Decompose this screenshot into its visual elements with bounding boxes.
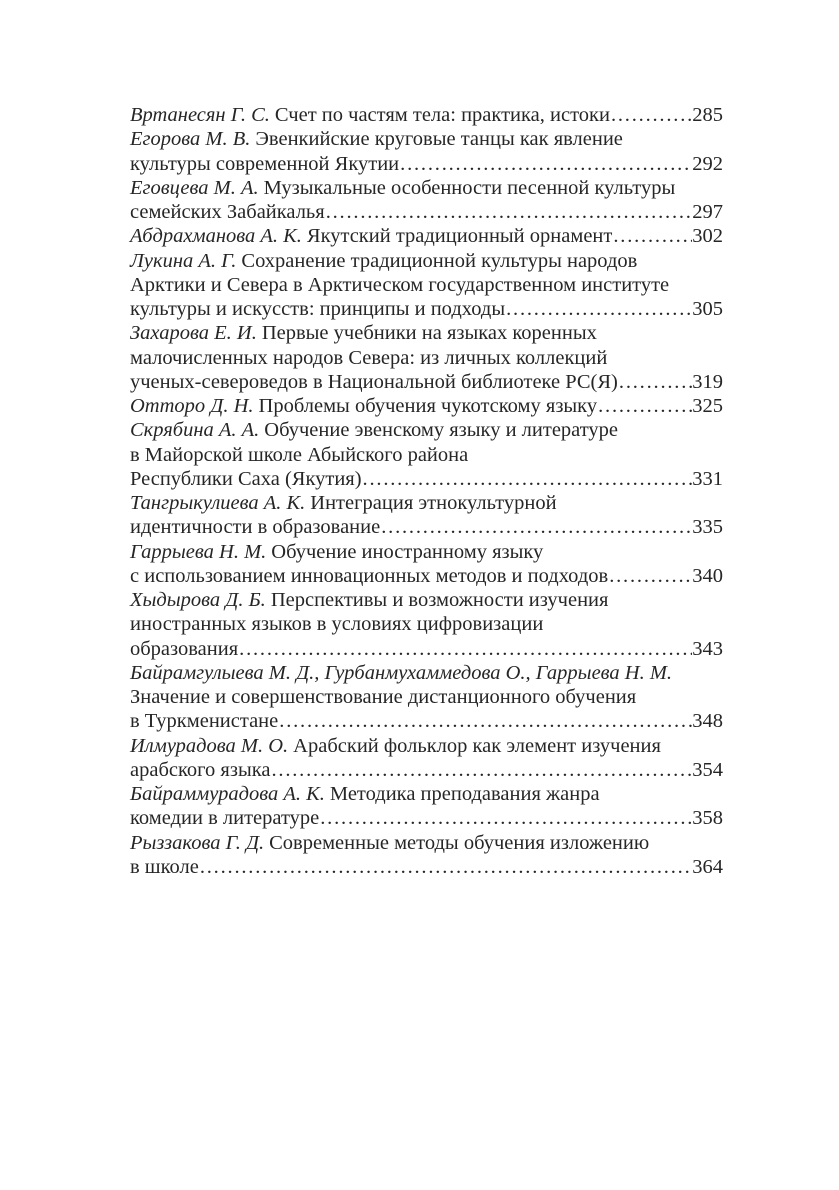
dot-leader — [609, 564, 692, 588]
toc-line — [130, 758, 723, 782]
dot-leader — [326, 200, 693, 224]
entry-title-text: Сохранение традиционной культуры народов — [241, 249, 638, 272]
entry-page-number: 358 — [692, 807, 723, 830]
entry-authors: Скрябина А. А. — [130, 419, 260, 442]
entry-title-text: Республики Саха (Якутия) — [130, 467, 362, 490]
entry-authors: Хыдырова Д. Б. — [130, 589, 266, 611]
toc-line — [130, 637, 723, 661]
entry-title-text: Обучение иностранному языку — [271, 540, 544, 563]
entry-authors: Байрамгулыева М. Д., Гурбанмухаммедова О., Гаррыева Н. М. — [130, 661, 673, 684]
entry-authors: Илмурадова М. О. — [130, 734, 289, 757]
table-of-contents — [130, 103, 723, 879]
entry-page-number: 297 — [692, 201, 723, 223]
toc-line — [130, 564, 723, 588]
dot-leader — [598, 394, 692, 418]
toc-entry — [130, 103, 723, 127]
toc-line — [130, 806, 723, 830]
entry-title-text: Перспективы и возможности изучения — [270, 589, 609, 611]
toc-line — [130, 467, 723, 491]
dot-leader — [363, 467, 693, 491]
entry-title-text: идентичности в образование — [130, 516, 381, 539]
toc-entry — [130, 418, 723, 491]
entry-page-number: 335 — [692, 516, 723, 539]
toc-entry — [130, 176, 723, 225]
toc-line — [130, 855, 723, 879]
toc-line — [130, 394, 723, 418]
toc-line — [130, 661, 723, 685]
entry-page-number: 343 — [692, 637, 723, 660]
entry-title-text: Значение и совершенствование дистанционного обучения — [130, 686, 637, 708]
entry-authors: Отторо Д. Н. — [130, 395, 254, 417]
entry-page-number: 340 — [692, 564, 723, 587]
entry-title-text: культуры и искусств: принципы и подходы — [130, 298, 506, 320]
entry-authors: Байраммурадова А. К. — [130, 783, 325, 805]
entry-title-text: Арабский фольклор как элемент изучения — [293, 734, 661, 757]
dot-leader — [271, 758, 692, 782]
toc-entry — [130, 491, 723, 540]
entry-authors: Захарова Е. И. — [130, 322, 257, 345]
entry-page-number: 305 — [692, 298, 723, 320]
toc-entry — [130, 588, 723, 661]
entry-authors: Вртанесян Г. С. — [130, 104, 270, 126]
entry-title-text: иностранных языков в условиях цифровизации — [130, 613, 544, 636]
entry-title-text: малочисленных народов Севера: из личных коллекций — [130, 346, 608, 369]
toc-line — [130, 321, 723, 345]
entry-title-text: Обучение эвенскому языку и литературе — [264, 419, 619, 442]
toc-entry — [130, 831, 723, 880]
entry-page-number: 348 — [692, 710, 723, 733]
entry-title-text: Арктики и Севера в Арктическом государственном институте — [130, 273, 670, 296]
entry-title-text: ученых-североведов в Национальной библиотеке РС(Я) — [130, 370, 618, 393]
entry-authors: Рыззакова Г. Д. — [130, 831, 265, 854]
entry-authors: Лукина А. Г. — [130, 249, 237, 272]
entry-authors: Тангрыкулиева А. К. — [130, 492, 306, 514]
entry-title-text: Музыкальные особенности песенной культуры — [263, 176, 676, 199]
entry-page-number: 325 — [692, 395, 723, 417]
toc-line — [130, 515, 723, 539]
entry-title-text: в Майорской школе Абыйского района — [130, 443, 469, 466]
toc-entry — [130, 321, 723, 394]
entry-page-number: 302 — [692, 225, 723, 248]
dot-leader — [506, 297, 692, 321]
toc-line — [130, 200, 723, 224]
dot-leader — [279, 709, 692, 733]
toc-line — [130, 588, 723, 612]
toc-line — [130, 831, 723, 855]
entry-title-text: Интеграция этнокультурной — [310, 492, 557, 514]
entry-title-text: Проблемы обучения чукотскому языку — [258, 395, 598, 417]
entry-authors: Гаррыева Н. М. — [130, 540, 267, 563]
toc-line — [130, 418, 723, 442]
entry-title-text: Современные методы обучения изложению — [269, 831, 650, 854]
dot-leader — [619, 370, 692, 394]
toc-line — [130, 685, 723, 709]
entry-authors: Еговцева М. А. — [130, 176, 259, 199]
entry-title-text: семейских Забайкалья — [130, 201, 325, 223]
toc-line — [130, 491, 723, 515]
toc-line — [130, 443, 723, 467]
entry-title-text: образования — [130, 637, 239, 660]
entry-title-text: Первые учебники на языках коренных — [261, 322, 597, 345]
toc-entry — [130, 734, 723, 783]
entry-page-number: 354 — [692, 758, 723, 781]
entry-page-number: 331 — [692, 467, 723, 490]
toc-line — [130, 346, 723, 370]
toc-line — [130, 176, 723, 200]
toc-entry — [130, 661, 723, 734]
toc-line — [130, 709, 723, 733]
toc-line — [130, 297, 723, 321]
toc-line — [130, 249, 723, 273]
toc-line — [130, 273, 723, 297]
dot-leader — [381, 515, 692, 539]
entry-title-text: с использованием инновационных методов и подходов — [130, 564, 609, 587]
toc-line — [130, 370, 723, 394]
toc-entry — [130, 224, 723, 248]
entry-title-text: арабского языка — [130, 758, 271, 781]
toc-entry — [130, 394, 723, 418]
entry-authors: Абдрахманова А. К. — [130, 225, 302, 248]
toc-line — [130, 540, 723, 564]
entry-title-text: в школе — [130, 855, 199, 878]
dot-leader — [400, 152, 692, 176]
toc-line — [130, 734, 723, 758]
entry-page-number: 364 — [692, 855, 723, 878]
toc-line — [130, 612, 723, 636]
dot-leader — [200, 855, 692, 879]
toc-line — [130, 224, 723, 248]
entry-page-number: 292 — [692, 152, 723, 175]
entry-title-text: в Туркменистане — [130, 710, 279, 733]
dot-leader — [239, 637, 692, 661]
toc-entry — [130, 540, 723, 589]
entry-authors: Егорова М. В. — [130, 128, 251, 151]
dot-leader — [320, 806, 692, 830]
dot-leader — [611, 103, 692, 127]
toc-line — [130, 152, 723, 176]
entry-page-number: 285 — [692, 104, 723, 126]
entry-title-text: культуры современной Якутии — [130, 152, 400, 175]
toc-entry — [130, 249, 723, 322]
toc-line — [130, 782, 723, 806]
toc-line — [130, 127, 723, 151]
entry-title-text: Методика преподавания жанра — [329, 783, 600, 805]
toc-entry — [130, 127, 723, 176]
toc-line — [130, 103, 723, 127]
entry-title-text: Эвенкийские круговые танцы как явление — [255, 128, 623, 151]
dot-leader — [613, 224, 692, 248]
entry-title-text: комедии в литературе — [130, 807, 320, 830]
entry-title-text: Якутский традиционный орнамент — [306, 225, 613, 248]
entry-title-text: Счет по частям тела: практика, истоки — [274, 104, 610, 126]
entry-page-number: 319 — [692, 370, 723, 393]
toc-entry — [130, 782, 723, 831]
